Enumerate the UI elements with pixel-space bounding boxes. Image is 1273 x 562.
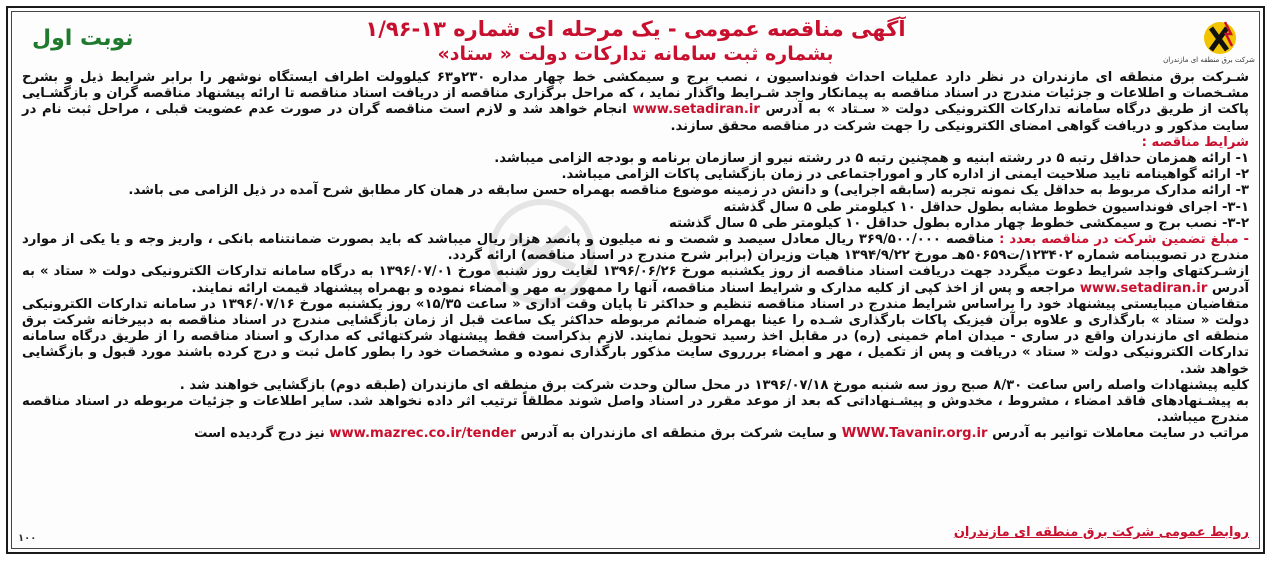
intro-text: شـرکت برق منطقه ای مازندران در نظر دارد عملیات احداث فونداسیون ، نصب برج و سیمکشی خط چهار مداره ۲۳۰و۶۳ کیلوولت اطراف ایستگاه نوشهر را برابر شرایط ذیل و بشرح مشـخصات و اطلاعات و جزئیات مندرج در اسناد مناقصه به پیمانکار واجد شـرایط واگذار نماید ، که مراحل برگزاری مناقصه از دریافت اسناد مناقصه تا ارائه پیشنهاد مناقصه گران و بازگشـایی پاکت از طریق درگاه سامانه تدارکات الکترونیکی دولت « سـتاد » به آدرس [22,70,1250,118]
condition-item: ۳- ارائه مدارک مربوط به حداقل یک نمونه تجربه (سابقه اجرایی) و دانش در زمینه موضوع مناقصه بهمراه حسن سابقه در همان کار مطابق شرح آمده در ذیل الزامی می باشد. [128,183,1249,199]
tender-notice [6,6,1265,554]
sites-text-a: مراتب در سایت معاملات توانیر به آدرس [992,426,1249,442]
setad-link-2[interactable]: www.setadiran.ir [1079,280,1208,296]
logo-caption: شرکت برق منطقه ای مازندران [1163,56,1255,64]
invite-text: ازشـرکتهای واجد شرایط دعوت میگردد جهت دریافت اسناد مناقصه از روز یکشنبه مورخ ۱۳۹۶/۰۶/۲۶ لغایت روز شنبه مورخ ۱۳۹۶/۰۷/۰۱ به درگاه سامانه تدارکات الکترونیکی دولت « ستاد » به آدرس [22,264,1250,296]
notice-subtitle: بشماره ثبت سامانه تدارکات دولت « ستاد» [437,43,834,65]
sites-paragraph [22,426,1249,442]
intro-paragraph [22,70,1249,135]
sites-text-c: نیز درج گردیده است [194,426,325,442]
page-number: ۱۰۰ [18,533,37,544]
notice-body [22,70,1249,544]
setad-link[interactable]: www.setadiran.ir [632,102,760,118]
invite-paragraph [22,264,1249,296]
guarantee-paragraph [22,232,1249,264]
notice-header [12,12,1259,70]
intro-tail: انجام خواهد شد و لازم است مناقصه گران در صورت عدم عضویت قبلی ، مراحل ثبت نام در سایت مذکور و دریافت گواهی امضای الکترونیکی را جهت شرکت در مناقصه محقق سازند. [22,102,1249,134]
mazrec-link[interactable]: www.mazrec.co.ir/tender [329,426,516,442]
submit-paragraph: متقاضیان میبایستی پیشنهاد خود را براساس شرایط مندرج در اسناد مناقصه تنظیم و حداکثر تا پایان وقت اداری « ساعت ۱۵/۳۵» روز یکشنبه مورخ ۱۳۹۶/۰۷/۱۶ در سامانه تدارکات الکترونیکی دولت « ستاد » بارگذاری و علاوه برآن فیزیک پاکات بارگذاری شـده را عینا بهمراه ضمائم مربوطه حداکثر یک ساعت قبل از زمان بازگشایی مندرج در اسناد مناقصه به دبیرخانه شرکت برق منطقه ای مازندران واقع در ساری - میدان امام خمینی (ره) در مقابل اخذ رسید تحویل نمایند. لازم بذکراست فقط پیشنهاد شرکتهائی که مدارک و اسناد مناقصه را از طریق درگاه سامانه تدارکات الکترونیکی دولت « ستاد » دریافت و پس از تکمیل ، مهر و امضاء بررروی سایت مذکور بارگذاری نموده و مشخصات خود را بطور کامل ثبت و درج کرده باشند مورد قبول و بازگشایی خواهد شد. [22,296,1249,377]
notice-frame [11,11,1260,549]
tavanir-link[interactable]: WWW.Tavanir.org.ir [841,426,988,442]
turn-label: نوبت اول [32,26,134,51]
condition-item: ۳-۱- اجرای فونداسیون خطوط مشابه بطول حداقل ۱۰ کیلومتر طی ۵ سال گذشته [723,199,1249,215]
rejection-paragraph: به پیشـنهادهای فاقد امضاء ، مشروط ، مخدوش و پیشـنهاداتی که بعد از موعد مقرر در اسناد واصل شوند مطلقاً ترتیب اثر داده نخواهد شد. سایر اطلاعات و جزئیات مربوطه در اسناد مناقصه مندرج میباشد. [22,394,1249,426]
invite-tail: مراجعه و پس از اخذ کپی از کلیه مدارک و شرایط اسناد مناقصه، آنها را ممهور به مهر و امضاء نموده و بهمراه پیشنهاد قیمت ارائه نمایند. [191,280,1076,296]
condition-item: ۲- ارائه گواهینامه تایید صلاحیت ایمنی از اداره کار و اموراجتماعی در زمان بازگشایی پاکات الزامی میباشد. [561,167,1249,183]
sites-text-b: و سایت شرکت برق منطقه ای مازندران به آدرس [520,426,838,442]
opening-paragraph: کلیه پیشنهادات واصله راس ساعت ۸/۳۰ صبح روز سه شنبه مورخ ۱۳۹۶/۰۷/۱۸ در محل سالن وحدت شرکت برق منطقه ای مازندران (طبقه دوم) بازگشایی خواهند شد . [179,377,1249,393]
condition-item: ۳-۲- نصب برج و سیمکشی خطوط چهار مداره بطول حداقل ۱۰ کیلومتر طی ۵ سال گذشته [668,215,1249,231]
notice-title: آگهی مناقصه عمومی - یک مرحله ای شماره ۱۳-۱/۹۶ [365,17,906,41]
guarantee-label: - مبلغ تضمین شرکت در مناقصه بعدد : [999,232,1250,248]
guarantee-text: مناقصه ۳۶۹/۵۰۰/۰۰۰ ریال معادل سیصد و شصت و نه میلیون و پانصد هزار ریال میباشد که باید بصورت ضمانتنامه بانکی ، واریز وجه و یا یکی از موارد مندرج در تصویبنامه شماره ۱۲۳۴۰۲/ت۵۰۶۵۹هـ مورخ ۱۳۹۴/۹/۲۲ هیات وزیران (برابر شرح مندرج در اسناد مناقصه) ارائه گردد. [22,232,1249,264]
condition-item: ۱- ارائه همزمان حداقل رتبه ۵ در رشته ابنیه و همچنین رتبه ۵ در رشته نیرو از سازمان برنامه و بودجه الزامی میباشد. [494,151,1249,167]
public-relations-signature: روابط عمومی شرکت برق منطقه ای مازندران [953,525,1249,540]
conditions-heading: شرایط مناقصه : [1141,134,1249,150]
